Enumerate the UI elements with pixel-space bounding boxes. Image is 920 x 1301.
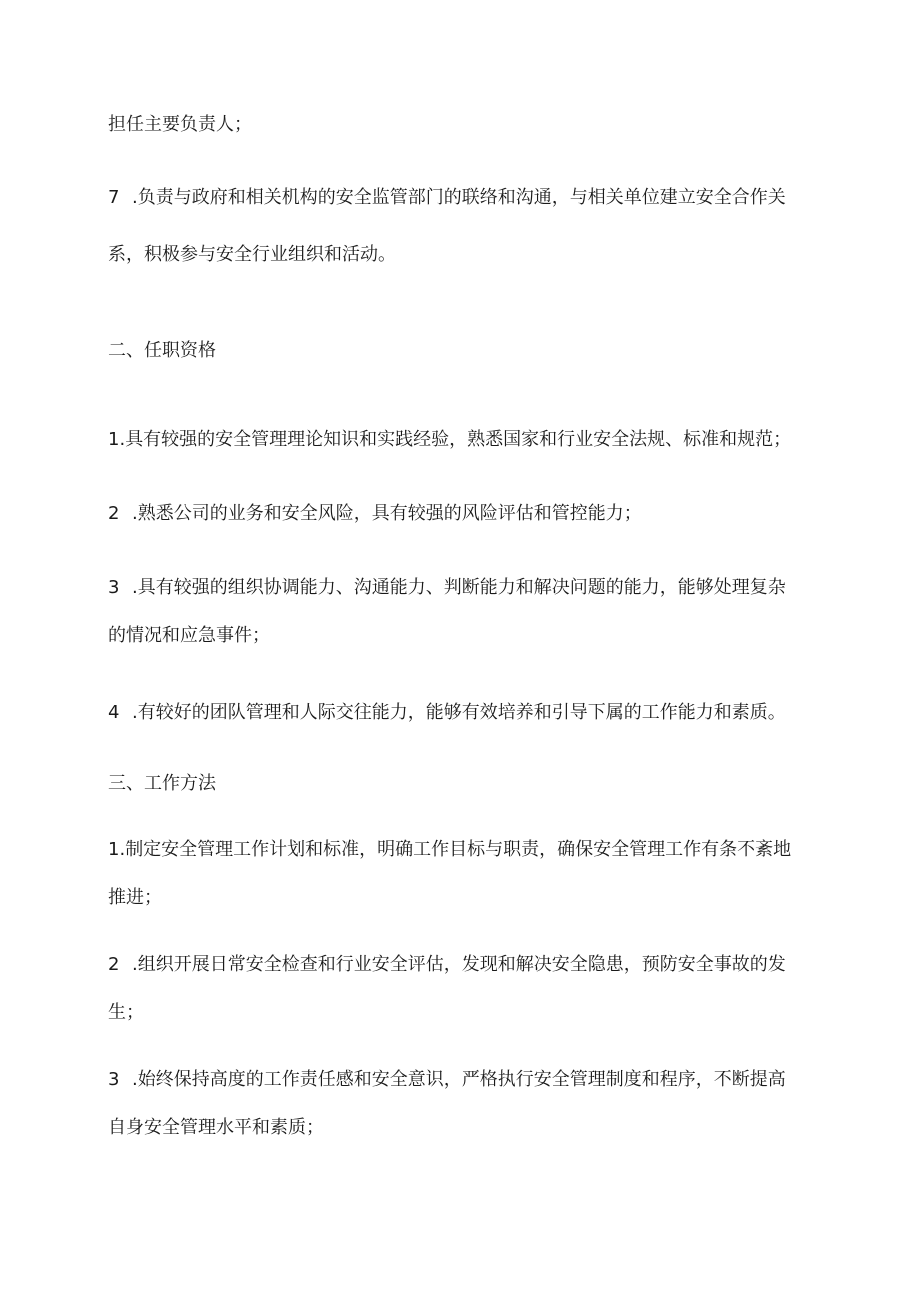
list-item-7 — [108, 186, 823, 210]
text-line — [108, 113, 823, 137]
line-text: 担任主要负责人； — [108, 114, 252, 135]
line-text: 有较好的团队管理和人际交往能力，能够有效培养和引导下属的工作能力和素质。 — [137, 702, 786, 723]
list-item-3 — [108, 1068, 823, 1092]
item-number: 2 — [108, 954, 120, 975]
item-number: 3 — [108, 1069, 120, 1090]
line-text: 推进； — [108, 887, 162, 908]
item-number: 1. — [108, 839, 126, 860]
heading-text: 二、任职资格 — [108, 340, 216, 361]
item-number: 2 — [108, 503, 120, 524]
section-heading — [108, 339, 823, 363]
item-number: 4 — [108, 702, 120, 723]
item-number: 3 — [108, 577, 120, 598]
text-line — [108, 1116, 823, 1140]
line-text: 生； — [108, 1002, 144, 1023]
list-item-1 — [108, 428, 823, 452]
text-line — [108, 243, 823, 267]
line-text: 的情况和应急事件； — [108, 625, 270, 646]
line-text: 始终保持高度的工作责任感和安全意识，严格执行安全管理制度和程序，不断提高 — [137, 1069, 786, 1090]
section-heading — [108, 772, 823, 796]
line-text: 具有较强的组织协调能力、沟通能力、判断能力和解决问题的能力，能够处理复杂 — [137, 577, 786, 598]
item-dot: . — [132, 503, 138, 524]
line-text: 系，积极参与安全行业组织和活动。 — [108, 244, 396, 265]
item-dot: . — [132, 702, 138, 723]
text-line — [108, 886, 823, 910]
item-dot: . — [132, 187, 138, 208]
list-item-2 — [108, 502, 823, 526]
line-text: 负责与政府和相关机构的安全监管部门的联络和沟通，与相关单位建立安全合作关 — [137, 187, 786, 208]
line-text: 熟悉公司的业务和安全风险，具有较强的风险评估和管控能力； — [137, 503, 642, 524]
line-text: 制定安全管理工作计划和标准，明确工作目标与职责，确保安全管理工作有条不紊地 — [125, 839, 792, 860]
line-text: 具有较强的安全管理理论知识和实践经验，熟悉国家和行业安全法规、标准和规范； — [125, 429, 792, 450]
item-dot: . — [132, 954, 138, 975]
line-text: 组织开展日常安全检查和行业安全评估，发现和解决安全隐患，预防安全事故的发 — [137, 954, 786, 975]
list-item-4 — [108, 701, 823, 725]
text-line — [108, 1001, 823, 1025]
item-number: 1. — [108, 429, 126, 450]
item-dot: . — [132, 577, 138, 598]
list-item-3 — [108, 576, 823, 600]
list-item-2 — [108, 953, 823, 977]
line-text: 自身安全管理水平和素质； — [108, 1117, 324, 1138]
heading-text: 三、工作方法 — [108, 773, 216, 794]
text-line — [108, 624, 823, 648]
item-number: 7 — [108, 187, 120, 208]
list-item-1 — [108, 838, 823, 862]
item-dot: . — [132, 1069, 138, 1090]
